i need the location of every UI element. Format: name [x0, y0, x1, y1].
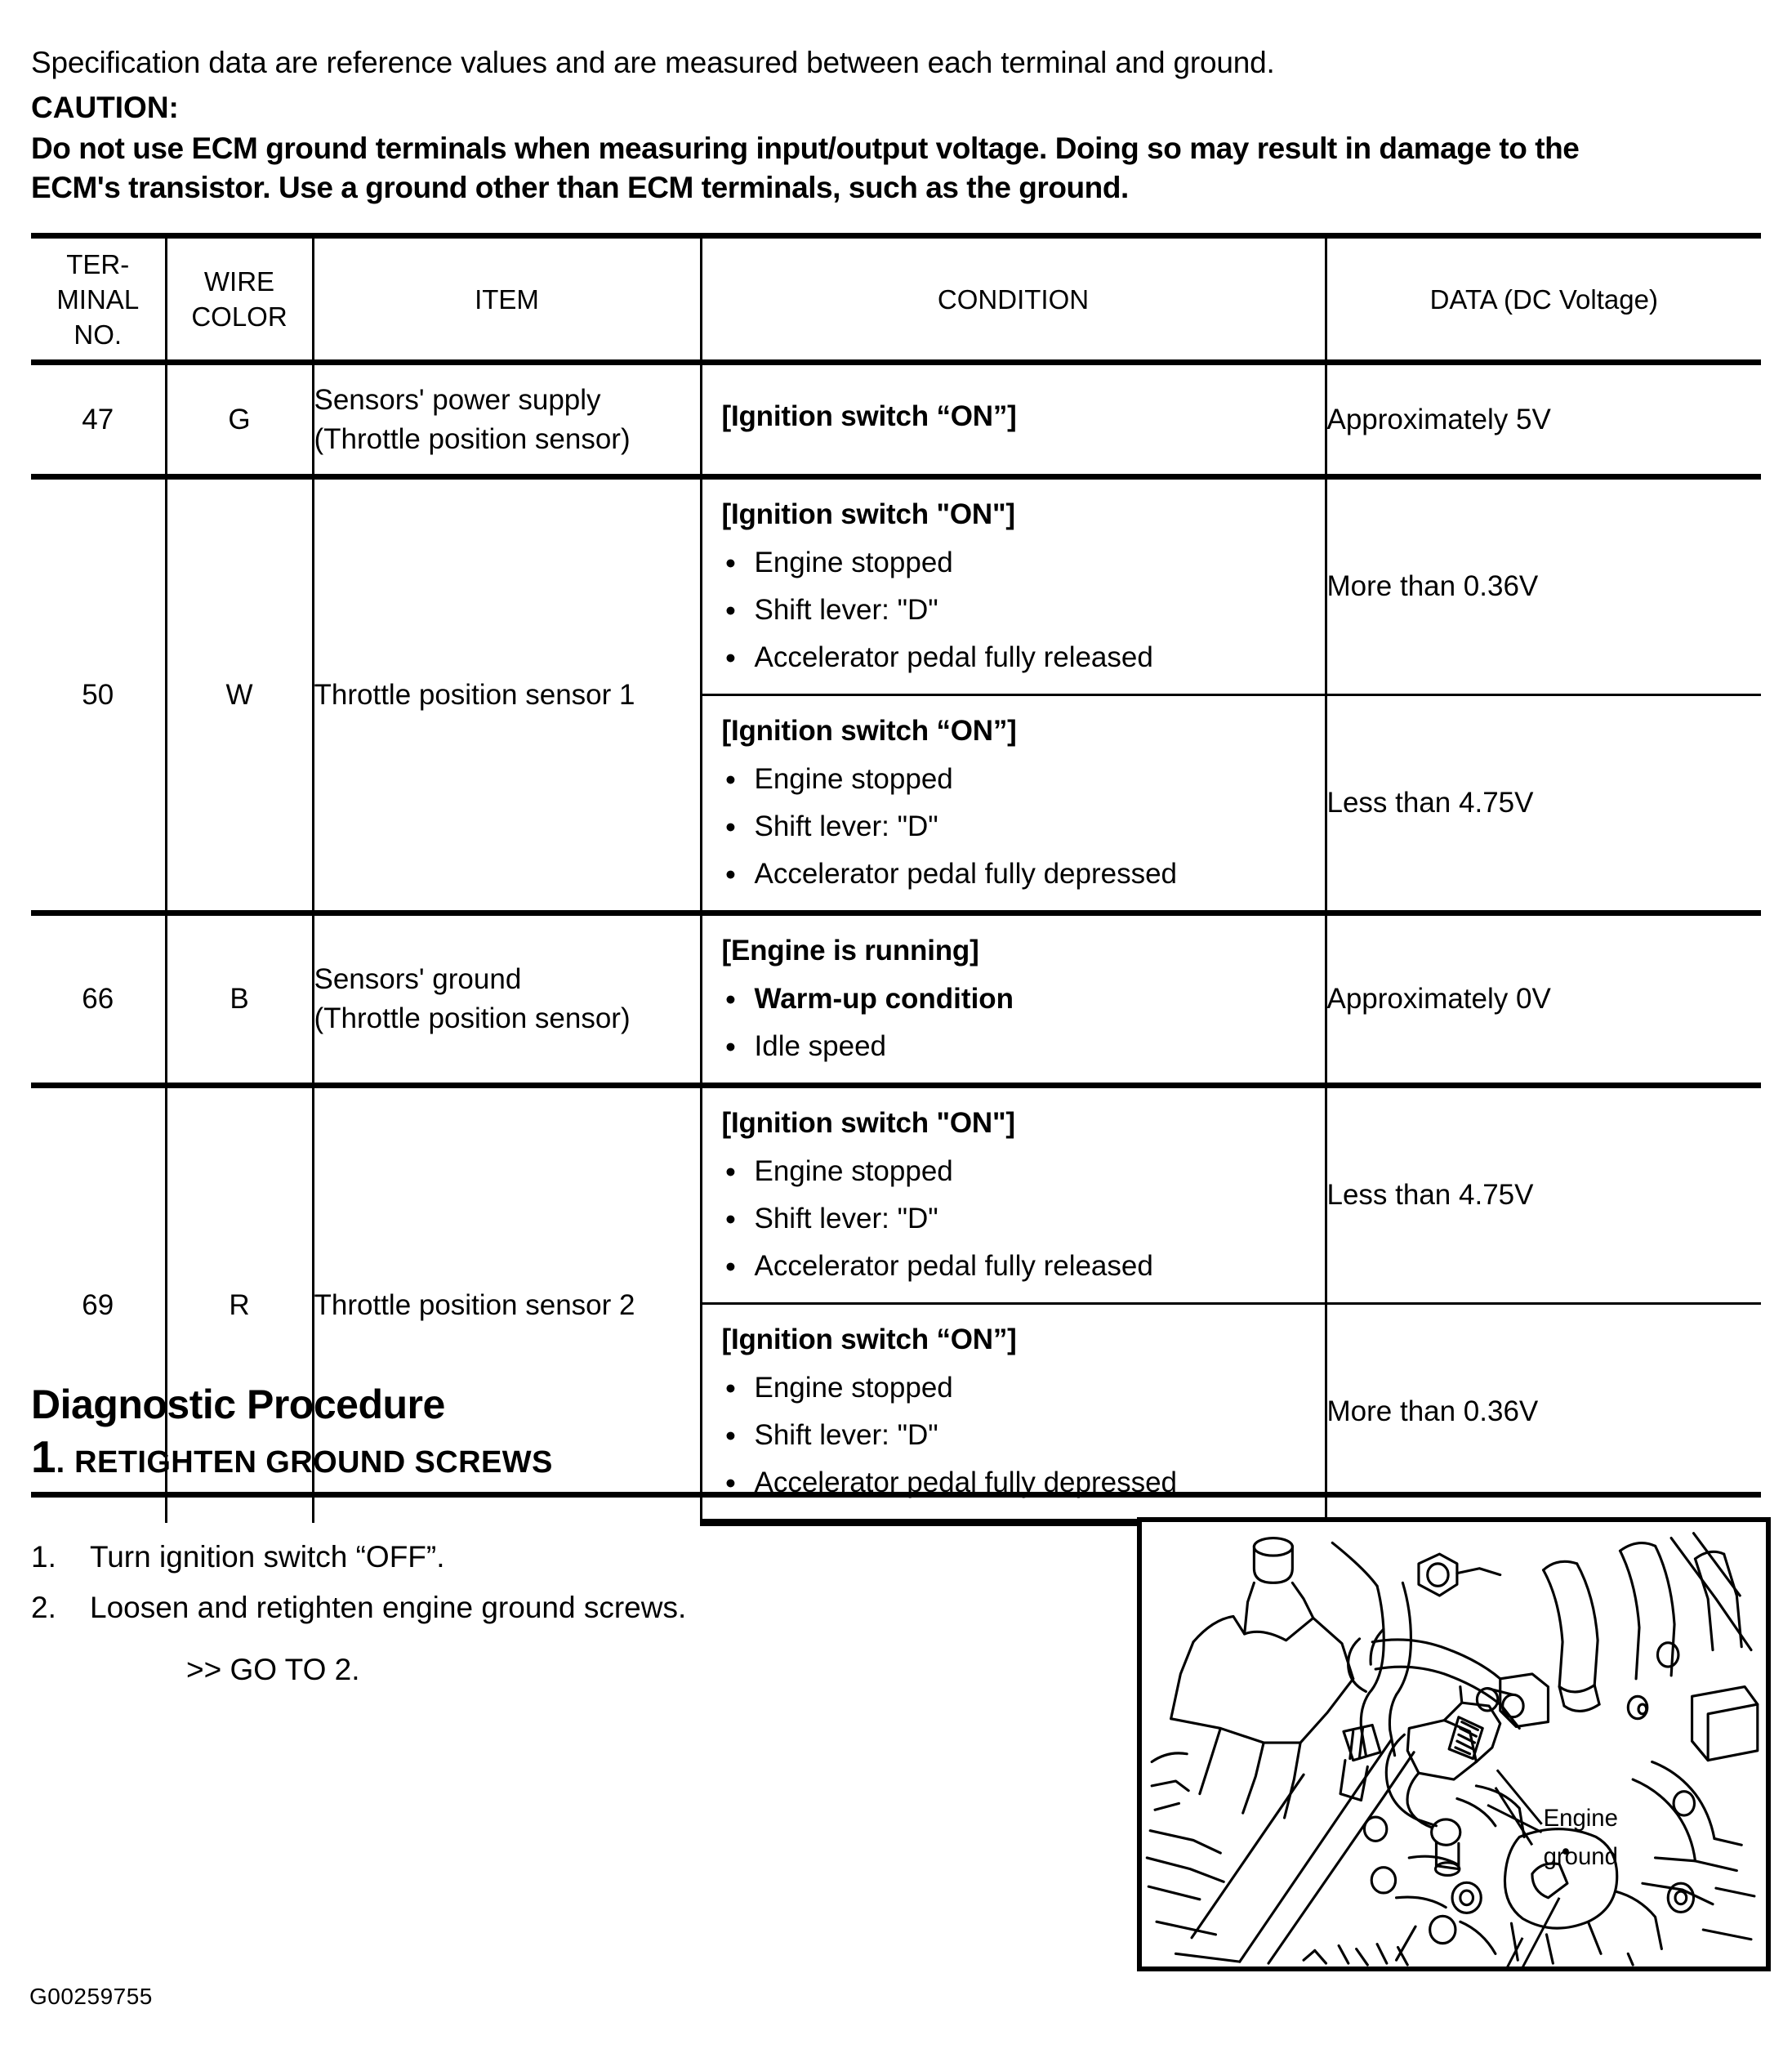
specification-table: [31, 233, 1761, 1526]
cell-data: Less than 4.75V: [1326, 1086, 1761, 1304]
condition-bullet-list: [722, 760, 1325, 894]
caution-label: CAUTION:: [31, 91, 179, 124]
cell-wire-color: G: [166, 363, 313, 477]
condition-bullet: ● Engine stopped: [722, 543, 1325, 583]
condition-bullet-list: [722, 543, 1325, 677]
cell-condition: [701, 1086, 1326, 1304]
cell-condition: [701, 363, 1326, 477]
header-terminal-no-line1: TER-: [66, 248, 130, 279]
condition-heading: [Ignition switch "ON"]: [721, 498, 1015, 530]
condition-block: [702, 1088, 1325, 1302]
procedure-step-title: RETIGHTEN GROUND SCREWS: [74, 1445, 553, 1480]
table-row: [31, 1086, 1761, 1304]
procedure-step-number: 1: [31, 1431, 56, 1482]
condition-bullet: ● Shift lever: "D": [722, 1199, 1325, 1239]
condition-bullet: ● Engine stopped: [722, 1152, 1325, 1191]
cell-item-line2: (Throttle position sensor): [314, 422, 631, 455]
diagnostic-procedure-title: Diagnostic Procedure: [31, 1382, 445, 1427]
list-item: [31, 1536, 1093, 1578]
procedure-step-header: [31, 1433, 1761, 1480]
cell-terminal-no: 50: [31, 477, 166, 913]
cell-item-line1: Sensors' ground: [314, 963, 522, 995]
cell-terminal-no: 66: [31, 913, 166, 1086]
condition-bullet: ● Engine stopped: [722, 1368, 1325, 1408]
condition-bullet: ● Engine stopped: [722, 760, 1325, 799]
cell-item-line1: Throttle position sensor 2: [314, 1288, 635, 1321]
condition-bullet: ● Shift lever: "D": [722, 591, 1325, 630]
condition-bullet: ● Shift lever: "D": [722, 1416, 1325, 1455]
cell-terminal-no: 69: [31, 1086, 166, 1523]
condition-block: [702, 696, 1325, 910]
condition-bullet: ● Accelerator pedal fully released: [722, 638, 1325, 677]
header-wire-color-line2: COLOR: [191, 301, 288, 332]
condition-block: [702, 480, 1325, 694]
condition-heading: [Ignition switch "ON"]: [721, 1107, 1015, 1139]
cell-wire-color: B: [166, 913, 313, 1086]
cell-item: [313, 913, 701, 1086]
condition-bullet: ● Idle speed: [722, 1027, 1325, 1066]
cell-data: Less than 4.75V: [1326, 695, 1761, 913]
cell-item: [313, 477, 701, 913]
condition-heading: [Ignition switch “ON”]: [721, 1324, 1017, 1355]
cell-condition: [701, 913, 1326, 1086]
step-text: Turn ignition switch “OFF”.: [90, 1540, 445, 1574]
figure-reference-code: G00259755: [29, 1984, 153, 2009]
engine-ground-label-line2: ground: [1543, 1842, 1618, 1870]
table-row: [31, 477, 1761, 695]
procedure-step-number-dot: .: [56, 1445, 65, 1480]
step-index: 1.: [31, 1540, 56, 1574]
condition-bullet: ● Accelerator pedal fully released: [722, 1247, 1325, 1286]
condition-heading: [Engine is running]: [721, 935, 979, 967]
cell-condition: [701, 477, 1326, 695]
step-text: Loosen and retighten engine ground screws.: [90, 1591, 687, 1624]
condition-bullet: ● Shift lever: "D": [722, 807, 1325, 846]
cell-data: Approximately 5V: [1326, 363, 1761, 477]
engine-ground-illustration: [1137, 1517, 1771, 1971]
header-condition: CONDITION: [701, 236, 1326, 363]
condition-bullet: ● Accelerator pedal fully depressed: [722, 855, 1325, 894]
goto-instruction: >> GO TO 2.: [186, 1653, 360, 1686]
cell-item-line1: Throttle position sensor 1: [314, 678, 635, 711]
header-item: ITEM: [313, 236, 701, 363]
condition-heading: [Ignition switch “ON”]: [721, 715, 1017, 747]
condition-bullet: ● Warm-up condition: [722, 980, 1325, 1019]
header-wire-color: [166, 236, 313, 363]
diagnostic-procedure-section: [31, 1381, 1761, 1498]
header-wire-color-line1: WIRE: [203, 266, 275, 297]
cell-terminal-no: 47: [31, 363, 166, 477]
step-index: 2.: [31, 1591, 56, 1624]
spec-note: Specification data are reference values and are measured between each terminal and ground.: [31, 46, 1275, 79]
cell-wire-color: W: [166, 477, 313, 913]
header-terminal-no-line3: NO.: [74, 319, 123, 350]
engine-ground-label-line1: Engine: [1543, 1804, 1618, 1832]
condition-block: [702, 916, 1325, 1083]
engine-bay-line-drawing: [1142, 1522, 1766, 1966]
cell-data: More than 0.36V: [1326, 1304, 1761, 1523]
section-divider: [31, 1492, 1761, 1498]
condition-heading: [Ignition switch “ON”]: [721, 400, 1017, 432]
list-item: [31, 1587, 1093, 1629]
condition-bullet-list: [722, 1152, 1325, 1286]
header-data: DATA (DC Voltage): [1326, 236, 1761, 363]
condition-block: [702, 382, 1325, 458]
header-terminal-no: [31, 236, 166, 363]
header-terminal-no-line2: MINAL: [56, 283, 140, 315]
cell-wire-color: R: [166, 1086, 313, 1523]
cell-item-line1: Sensors' power supply: [314, 383, 601, 416]
table-header-row: [31, 236, 1761, 363]
caution-text: Do not use ECM ground terminals when measuring input/output voltage. Doing so may result in damage to the ECM's transistor. Use a ground other than ECM terminals, such as the ground.: [31, 132, 1580, 204]
table-row: [31, 913, 1761, 1086]
cell-data: Approximately 0V: [1326, 913, 1761, 1086]
table-row: [31, 363, 1761, 477]
cell-condition: [701, 695, 1326, 913]
cell-item-line2: (Throttle position sensor): [314, 1002, 631, 1034]
condition-bullet: ● Accelerator pedal fully depressed: [722, 1463, 1325, 1502]
intro-section: [31, 42, 1763, 208]
cell-item: [313, 363, 701, 477]
condition-bullet-list: [722, 980, 1325, 1066]
cell-data: More than 0.36V: [1326, 477, 1761, 695]
procedure-step-list: [31, 1536, 1093, 1691]
